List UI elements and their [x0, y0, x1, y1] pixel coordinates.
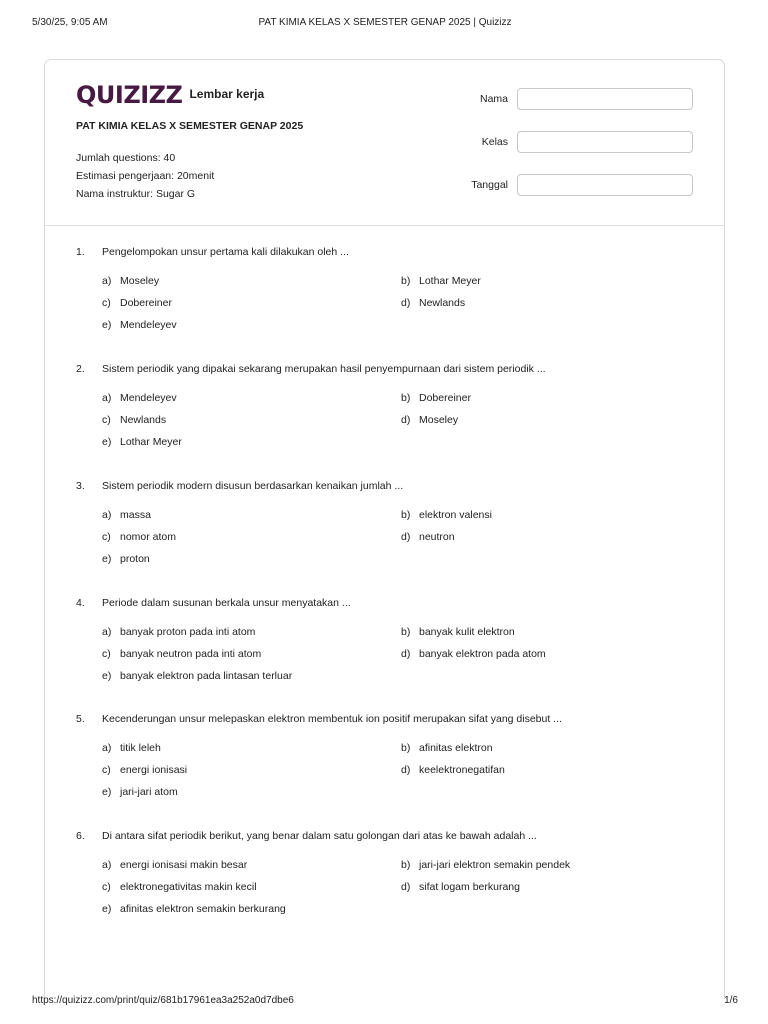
option-text: afinitas elektron semakin berkurang [120, 903, 286, 915]
option-letter: b) [401, 626, 411, 638]
date-label: Tanggal [471, 179, 508, 191]
worksheet-label: Lembar kerja [189, 87, 265, 101]
option-e [102, 670, 292, 682]
option-text: keelektronegatifan [419, 764, 505, 776]
option-a [102, 859, 247, 871]
option-c [102, 297, 172, 309]
option-d [401, 531, 455, 543]
option-d [401, 297, 465, 309]
option-letter: a) [102, 626, 112, 638]
option-a [102, 626, 255, 638]
option-text: afinitas elektron [419, 742, 493, 754]
question-text: Pengelompokan unsur pertama kali dilakukan oleh ... [102, 246, 349, 258]
option-text: Moseley [120, 275, 160, 287]
option-e [102, 436, 182, 448]
brand [76, 81, 264, 107]
option-letter: b) [401, 509, 411, 521]
option-c [102, 648, 261, 660]
option-text: Lothar Meyer [419, 275, 481, 287]
option-letter: b) [401, 392, 411, 404]
option-letter: a) [102, 392, 112, 404]
instructor-name: Nama instruktur: Sugar G [76, 188, 196, 200]
option-text: banyak elektron pada atom [419, 648, 546, 660]
option-a [102, 275, 159, 287]
question-number: 4. [76, 597, 85, 609]
option-text: nomor atom [120, 531, 177, 543]
option-letter: a) [102, 275, 112, 287]
estimated-time: Estimasi pengerjaan: 20menit [76, 170, 215, 182]
option-letter: c) [102, 531, 111, 543]
quizizz-logo: QUIZIZZ [76, 81, 183, 109]
questions-count: Jumlah questions: 40 [76, 152, 176, 164]
option-letter: e) [102, 553, 112, 565]
option-letter: d) [401, 297, 411, 309]
option-letter: e) [102, 786, 112, 798]
worksheet [44, 59, 725, 999]
option-text: Lothar Meyer [120, 436, 182, 448]
question-number: 3. [76, 480, 85, 492]
option-text: banyak neutron pada inti atom [120, 648, 262, 660]
print-page-title: PAT KIMIA KELAS X SEMESTER GENAP 2025 | Quizizz [258, 17, 512, 28]
option-text: massa [120, 509, 151, 521]
option-text: Dobereiner [419, 392, 471, 404]
option-letter: c) [102, 764, 111, 776]
date-field[interactable] [517, 174, 693, 196]
option-e [102, 319, 177, 331]
option-text: neutron [419, 531, 455, 543]
option-c [102, 764, 187, 776]
option-letter: e) [102, 670, 112, 682]
question-number: 5. [76, 713, 85, 725]
option-d [401, 881, 520, 893]
option-c [102, 414, 166, 426]
option-letter: c) [102, 414, 111, 426]
option-text: banyak proton pada inti atom [120, 626, 256, 638]
option-letter: d) [401, 881, 411, 893]
option-text: sifat logam berkurang [419, 881, 520, 893]
option-letter: a) [102, 509, 112, 521]
option-c [102, 881, 257, 893]
option-text: elektron valensi [419, 509, 492, 521]
question-number: 6. [76, 830, 85, 842]
name-field[interactable] [517, 88, 693, 110]
option-text: Newlands [419, 297, 466, 309]
option-letter: d) [401, 531, 411, 543]
option-text: Moseley [419, 414, 459, 426]
class-field[interactable] [517, 131, 693, 153]
option-text: proton [120, 553, 150, 565]
option-text: Dobereiner [120, 297, 172, 309]
page-count: 1/6 [724, 995, 738, 1006]
quiz-title: PAT KIMIA KELAS X SEMESTER GENAP 2025 [76, 120, 304, 132]
option-a [102, 509, 151, 521]
option-c [102, 531, 176, 543]
option-a [102, 742, 161, 754]
option-letter: c) [102, 881, 111, 893]
option-d [401, 764, 505, 776]
option-letter: d) [401, 648, 411, 660]
option-b [401, 275, 481, 287]
question-text: Sistem periodik modern disusun berdasarkan kenaikan jumlah ... [102, 480, 404, 492]
worksheet-header [45, 60, 724, 226]
option-letter: a) [102, 859, 112, 871]
option-text: jari-jari atom [120, 786, 178, 798]
option-b [401, 742, 493, 754]
option-text: energi ionisasi [120, 764, 188, 776]
question-number: 1. [76, 246, 85, 258]
print-header [32, 17, 738, 31]
option-letter: e) [102, 319, 112, 331]
option-text: titik leleh [120, 742, 161, 754]
option-letter: c) [102, 648, 111, 660]
option-b [401, 509, 492, 521]
option-d [401, 414, 458, 426]
option-letter: e) [102, 436, 112, 448]
option-a [102, 392, 177, 404]
option-letter: c) [102, 297, 111, 309]
option-e [102, 903, 286, 915]
question-text: Periode dalam susunan berkala unsur menyatakan ... [102, 597, 351, 609]
option-e [102, 553, 150, 565]
option-letter: e) [102, 903, 112, 915]
option-letter: b) [401, 859, 411, 871]
option-text: banyak kulit elektron [419, 626, 515, 638]
question-text: Sistem periodik yang dipakai sekarang merupakan hasil penyempurnaan dari sistem periodik ... [102, 363, 546, 375]
option-letter: b) [401, 275, 411, 287]
print-datetime: 5/30/25, 9:05 AM [32, 17, 108, 28]
option-text: banyak elektron pada lintasan terluar [120, 670, 293, 682]
name-label: Nama [479, 93, 508, 105]
question-text: Di antara sifat periodik berikut, yang benar dalam satu golongan dari atas ke bawah adalah ... [102, 830, 537, 842]
option-text: elektronegativitas makin kecil [120, 881, 257, 893]
option-text: Newlands [120, 414, 167, 426]
option-e [102, 786, 178, 798]
option-b [401, 626, 515, 638]
option-letter: d) [401, 764, 411, 776]
option-text: jari-jari elektron semakin pendek [419, 859, 571, 871]
option-d [401, 648, 546, 660]
option-b [401, 859, 570, 871]
question-text: Kecenderungan unsur melepaskan elektron membentuk ion positif merupakan sifat yang disebut ... [102, 713, 562, 725]
option-text: energi ionisasi makin besar [120, 859, 248, 871]
question-number: 2. [76, 363, 85, 375]
option-letter: a) [102, 742, 112, 754]
option-text: Mendeleyev [120, 392, 177, 404]
option-letter: b) [401, 742, 411, 754]
option-b [401, 392, 471, 404]
option-letter: d) [401, 414, 411, 426]
option-text: Mendeleyev [120, 319, 177, 331]
print-footer [32, 995, 738, 1009]
class-label: Kelas [481, 136, 508, 148]
print-url[interactable]: https://quizizz.com/print/quiz/681b17961ea3a252a0d7dbe6 [32, 995, 294, 1006]
